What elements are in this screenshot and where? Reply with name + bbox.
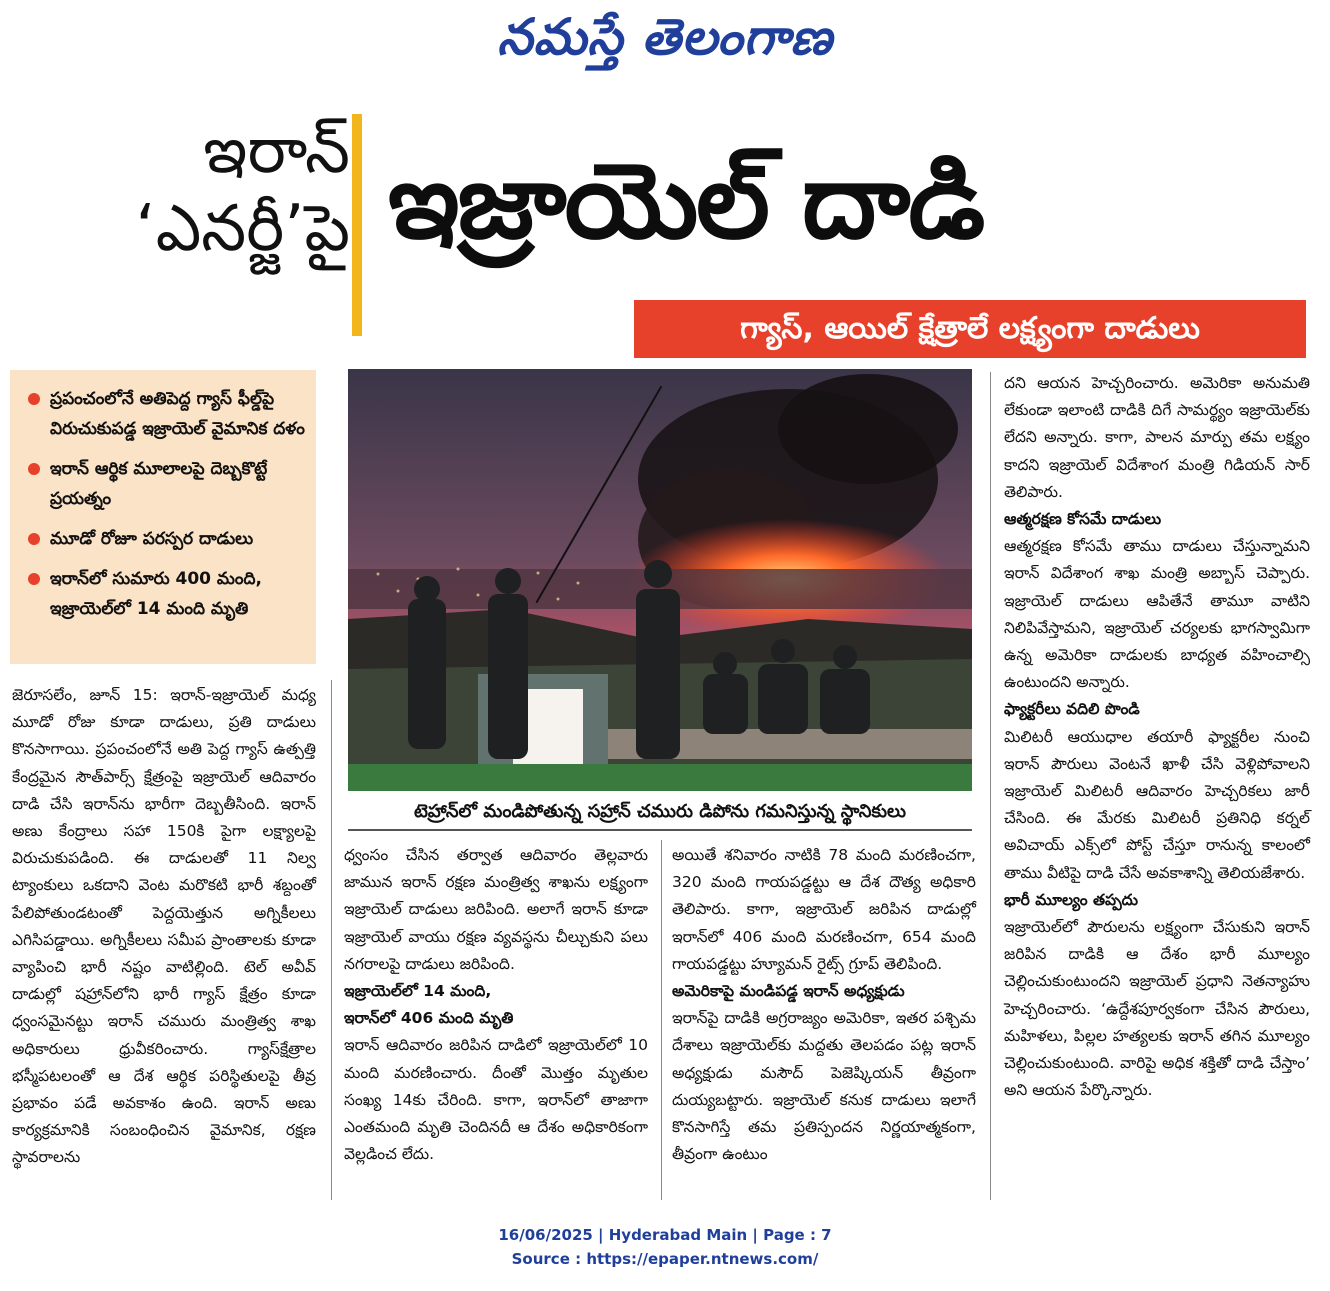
- subheadline-banner: గ్యాస్, ఆయిల్ క్షేత్రాలే లక్ష్యంగా దాడులు: [634, 300, 1306, 358]
- highlight-text: ఇరాన్‌లో సుమారు 400 మంది, ఇజ్రాయెల్‌లో 14 మంది మృతి: [50, 569, 262, 619]
- highlight-item: [10, 378, 316, 448]
- fire-scene-illustration: [348, 369, 972, 791]
- article-paragraph: ఇజ్రాయెల్‌లో పౌరులను లక్ష్యంగా చేసుకుని ఇరాన్ జరిపిన దాడికి ఆ దేశం భారీ మూల్యం చెల్లించుకుంటుందని ఇజ్రాయెల్ ప్రధాని నెతన్యాహు హెచ్చరించారు. ‘ఉద్దేశపూర్వకంగా చేసిన పౌరులు, మహిళలు, పిల్లల హత్యలకు ఇరాన్ తగిన మూల్యం చెల్లించుకుంటుంది. వారిపై అధిక శక్తితో దాడి చేస్తాం’ అని ఆయన పేర్కొన్నారు.: [1004, 918, 1310, 1100]
- bullet-icon: [28, 573, 40, 585]
- bullet-icon: [28, 463, 40, 475]
- article-paragraph: జెరూసలేం, జూన్ 15: ఇరాన్-ఇజ్రాయెల్ మధ్య మూడో రోజు కూడా దాడులు, ప్రతి దాడులు కొనసాగాయి. ప్రపంచంలోనే అతి పెద్ద గ్యాస్ ఉత్పత్తి కేంద్రమైన సౌత్‌పార్స్ క్షేత్రంపై ఇజ్రాయెల్ ఆదివారం దాడి చేసి ఇరాన్‌ను భారీగా దెబ్బతీసింది. ఇరాన్ అణు కేంద్రాలు సహా 150కి పైగా లక్ష్యాలపై విరుచుకుపడింది. ఈ దాడులతో 11 నిల్వ ట్యాంకులు ఒకదాని వెంట మరొకటి భారీ శబ్దంతో పేలిపోతుండటంతో పెద్దయెత్తున అగ్నికీలలు ఎగిసిపడ్డాయి. అగ్నికీలలు సమీప ప్రాంతాలకు కూడా వ్యాపించి భారీ నష్టం వాటిల్లింది. టెల్ అవీవ్ దాడుల్లో షహ్రాన్‌లోని భారీ గ్యాస్ క్షేత్రం కూడా ధ్వంసమైనట్టు ఇరాన్ చమురు మంత్రిత్వ శాఖ అధికారులు ధ్రువీకరించారు. గ్యాస్‌క్షేత్రాల భస్మీపటలంతో ఆ దేశ ఆర్థిక పరిస్థితులపై తీవ్ర ప్రభావం పడే అవకాశం ఉంది. ఇరాన్ అణు కార్యక్రమానికి సంబంధించిన వైమానిక, రక్షణ స్థావరాలను: [12, 686, 316, 1167]
- headline-kicker: [30, 112, 350, 268]
- kicker-line-1: ఇరాన్: [203, 114, 350, 188]
- page-info: 16/06/2025 | Hyderabad Main | Page : 7: [498, 1226, 832, 1244]
- article-column-1: [12, 682, 316, 1172]
- article-paragraph: ఇరాన్‌పై దాడికి అగ్రరాజ్యం అమెరికా, ఇతర పశ్చిమ దేశాలు ఇజ్రాయెల్‌కు మద్దతు తెలపడం పట్ల ఇరాన్ అధ్యక్షుడు మసౌద్ పెజెష్కియన్ తీవ్రంగా దుయ్యబట్టారు. ఇజ్రాయెల్ కనుక దాడులు ఇలాగే కొనసాగిస్తే తమ ప్రతిస్పందన నిర్ణయాత్మకంగా, తీవ్రంగా ఉంటుం: [672, 1009, 976, 1164]
- bullet-icon: [28, 533, 40, 545]
- subheading: ఫ్యాక్టరీలు వదిలి పొండి: [1004, 700, 1140, 719]
- highlight-text: మూడో రోజూ పరస్పర దాడులు: [50, 529, 254, 549]
- subheading: ఇరాన్‌లో 406 మంది మృతి: [344, 1009, 514, 1028]
- article-paragraph: అయితే శనివారం నాటికి 78 మంది మరణించగా, 320 మంది గాయపడ్డట్టు ఆ దేశ దౌత్య అధికారి తెలిపారు. కాగా, ఇజ్రాయెల్ జరిపిన దాడుల్లో ఇరాన్‌లో 406 మంది మరణించగా, 654 మంది గాయపడ్డట్టు హ్యూమన్ రైట్స్ గ్రూప్ తెలిపింది.: [672, 846, 976, 973]
- source-link[interactable]: Source : https://epaper.ntnews.com/: [511, 1250, 819, 1268]
- subheading: భారీ మూల్యం తప్పదు: [1004, 890, 1138, 909]
- column-divider: [331, 680, 332, 1200]
- subheading: అమెరికాపై మండిపడ్డ ఇరాన్ అధ్యక్షుడు: [672, 982, 905, 1001]
- highlight-text: ప్రపంచంలోనే అతిపెద్ద గ్యాస్ ఫీల్డ్‌పై విరుచుకుపడ్డ ఇజ్రాయెల్ వైమానిక దళం: [50, 389, 305, 439]
- masthead-logo: నమస్తే తెలంగాణ: [497, 8, 833, 66]
- article-paragraph: దని ఆయన హెచ్చరించారు. అమెరికా అనుమతి లేకుండా ఇలాంటి దాడికి దిగే సామర్థ్యం ఇజ్రాయెల్‌కు లేదని అన్నారు. కాగా, పాలన మార్పు తమ లక్ష్యం కాదని ఇజ్రాయెల్ విదేశాంగ మంత్రి గిడియన్ సార్ తెలిపారు.: [1004, 374, 1310, 501]
- highlight-item: [10, 558, 316, 628]
- article-column-3: [672, 842, 976, 1168]
- column-divider: [661, 840, 662, 1200]
- photo-caption: టెహ్రాన్‌లో మండిపోతున్న సహ్రాన్ చమురు డిపోను గమనిస్తున్న స్థానికులు: [348, 795, 972, 831]
- article-paragraph: ఆత్మరక్షణ కోసమే తాము దాడులు చేస్తున్నామని ఇరాన్ విదేశాంగ శాఖ మంత్రి అబ్బాస్ చెప్పారు. ఇజ్రాయెల్ దాడులు ఆపితేనే తామూ వాటిని నిలిపివేస్తామని, ఇజ్రాయెల్ చర్యలకు భాగస్వామిగా ఉన్న అమెరికా దాడులకు బాధ్యత వహించాల్సి ఉంటుందని అన్నారు.: [1004, 537, 1310, 692]
- highlight-text: ఇరాన్ ఆర్థిక మూలాలపై దెబ్బకొట్టే ప్రయత్నం: [50, 459, 268, 509]
- highlight-item: [10, 518, 316, 558]
- main-headline: ఇజ్రాయెల్ దాడి: [388, 140, 984, 262]
- subheading: ఇజ్రాయెల్‌లో 14 మంది,: [344, 982, 492, 1001]
- article-paragraph: ఇరాన్ ఆదివారం జరిపిన దాడిలో ఇజ్రాయెల్‌లో 10 మంది మరణించారు. దీంతో మొత్తం మృతుల సంఖ్య 14కు చేరింది. కాగా, ఇరాన్‌లో తాజాగా ఎంతమంది మృతి చెందినదీ ఆ దేశం అధికారికంగా వెల్లడించ లేదు.: [344, 1036, 648, 1164]
- news-photo: [348, 369, 972, 791]
- subheading: ఆత్మరక్షణ కోసమే దాడులు: [1004, 510, 1162, 529]
- kicker-divider: [352, 114, 362, 336]
- highlight-item: [10, 448, 316, 518]
- article-column-4: [1004, 370, 1310, 1104]
- article-column-2: [344, 842, 648, 1168]
- bullet-icon: [28, 393, 40, 405]
- article-paragraph: మిలిటరీ ఆయుధాల తయారీ ఫ్యాక్టరీల నుంచి ఇరాన్ పౌరులు వెంటనే ఖాళీ చేసి వెళ్లిపోవాలని ఇజ్రాయెల్ మిలిటరీ ఆదివారం హెచ్చరికలు జారీ చేసింది. ఈ మేరకు మిలిటరీ ప్రతినిధి కర్నల్ అవిచాయ్ ఎక్స్‌లో పోస్ట్ చేస్తూ రానున్న కాలంలో తాము వీటిపై దాడి చేసే అవకాశాన్ని తెలియజేశారు.: [1004, 727, 1310, 882]
- column-divider: [990, 372, 991, 1200]
- article-paragraph: ధ్వంసం చేసిన తర్వాత ఆదివారం తెల్లవారు జామున ఇరాన్ రక్షణ మంత్రిత్వ శాఖను లక్ష్యంగా ఇజ్రాయెల్ దాడులు జరిపింది. అలాగే ఇరాన్ కూడా ఇజ్రాయెల్ వాయు రక్షణ వ్యవస్థను చీల్చుకుని పలు నగరాలపై దాడులు జరిపింది.: [344, 846, 648, 973]
- highlights-box: [10, 370, 316, 664]
- kicker-line-2: ‘ఎనర్జీ’పై: [135, 192, 350, 266]
